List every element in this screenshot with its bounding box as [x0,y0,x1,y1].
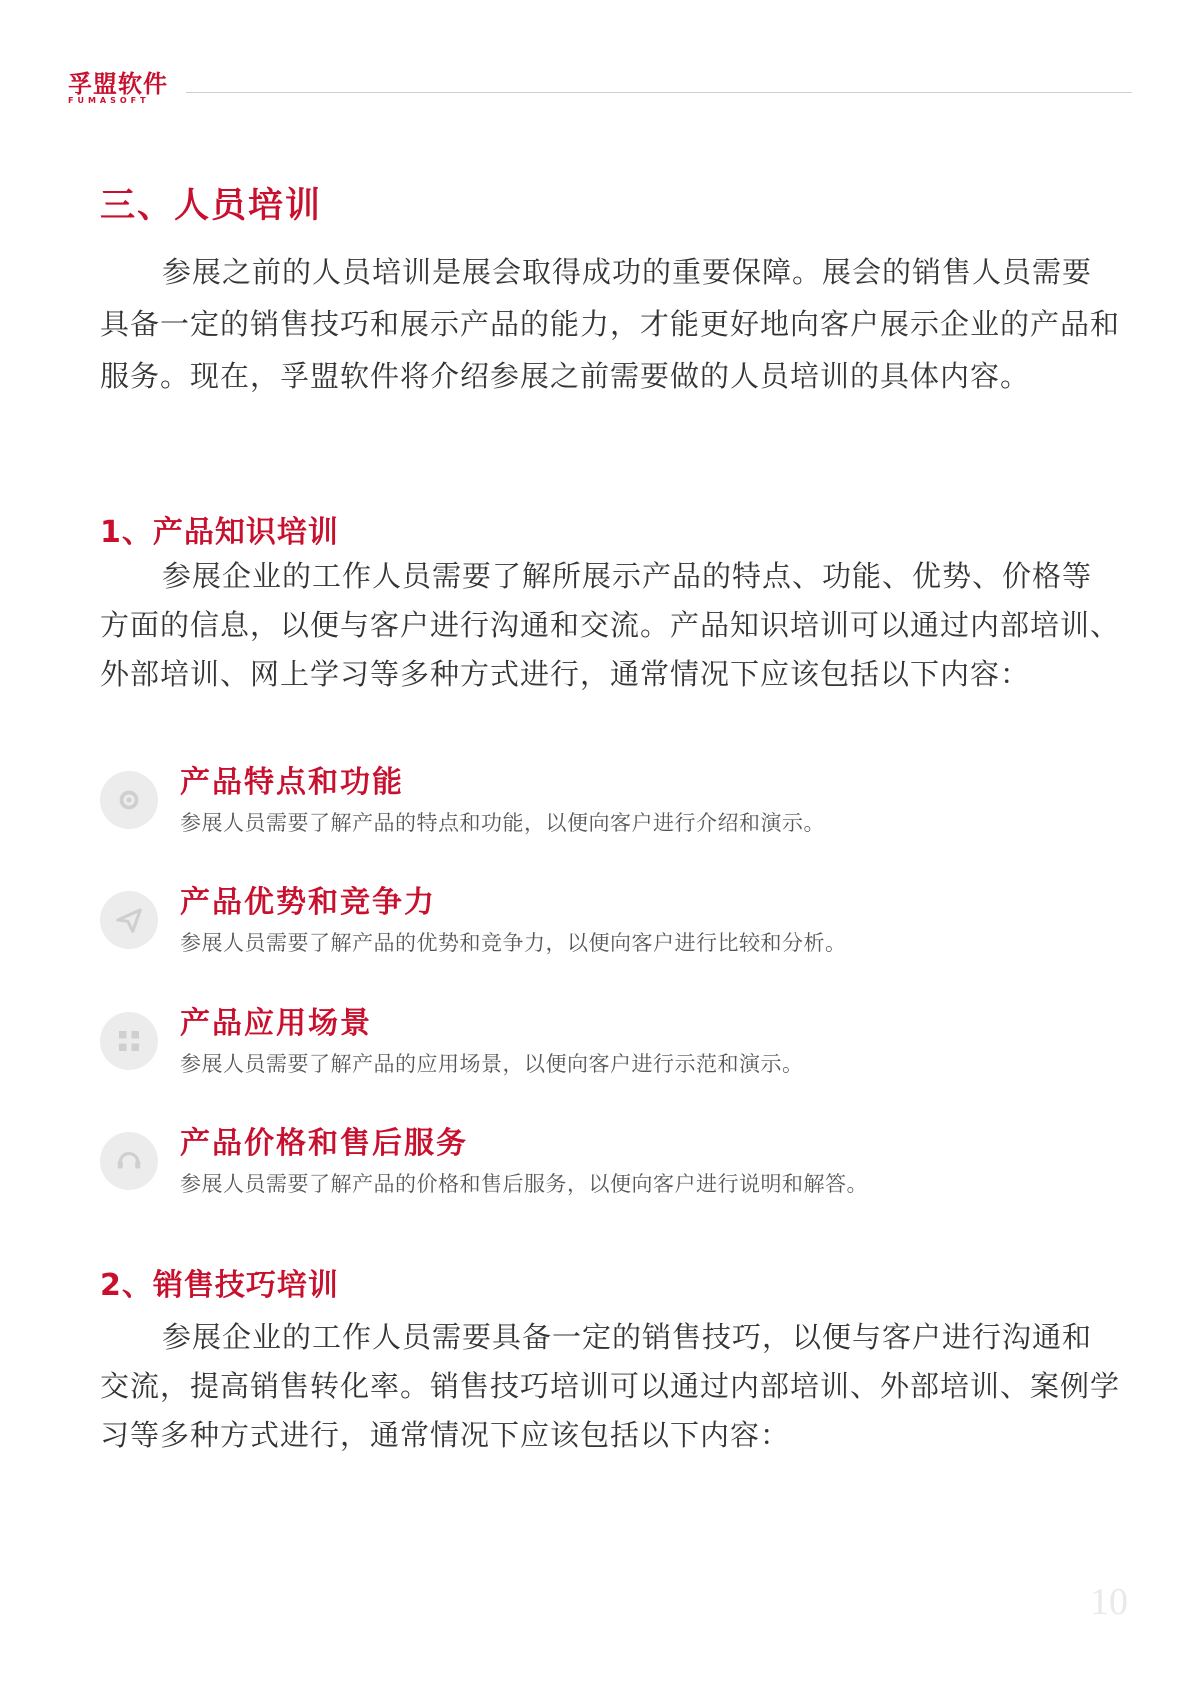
gear-icon [100,771,158,829]
list-item-description: 参展人员需要了解产品的优势和竞争力，以便向客户进行比较和分析。 [180,931,847,955]
section-title: 三、人员培训 [100,186,323,226]
list-item-title: 产品应用场景 [180,1006,372,1041]
list-item [100,877,1100,977]
list-item-description: 参展人员需要了解产品的特点和功能，以便向客户进行介绍和演示。 [180,811,825,835]
subsection-title-sales-skills: 2、销售技巧培训 [100,1268,339,1303]
logo-chinese: 孚盟软件 [68,70,168,98]
list-item [100,757,1100,857]
service-icon [100,1132,158,1190]
list-item-description: 参展人员需要了解产品的应用场景，以便向客户进行示范和演示。 [180,1052,804,1076]
page-number: 10 [1090,1581,1128,1623]
logo-english: FUMASOFT [68,96,150,105]
list-item-description: 参展人员需要了解产品的价格和售后服务，以便向客户进行说明和解答。 [180,1172,868,1196]
sales-skills-paragraph: 参展企业的工作人员需要具备一定的销售技巧，以便与客户进行沟通和交流，提高销售转化率。销售技巧培训可以通过内部培训、外部培训、案例学习等多种方式进行，通常情况下应该包括以下内容： [100,1320,1121,1452]
intro-paragraph: 参展之前的人员培训是展会取得成功的重要保障。展会的销售人员需要具备一定的销售技巧和展示产品的能力，才能更好地向客户展示企业的产品和服务。现在，孚盟软件将介绍参展之前需要做的人员培训的具体内容。 [100,255,1121,393]
page-header [0,0,1200,140]
list-item-title: 产品特点和功能 [180,765,404,800]
brand-logo [68,70,168,106]
header-divider [186,92,1132,93]
grid-icon [100,1012,158,1070]
subsection-title-product-knowledge: 1、产品知识培训 [100,515,339,550]
list-item-title: 产品价格和售后服务 [180,1126,468,1161]
send-icon [100,891,158,949]
list-item [100,998,1100,1098]
product-knowledge-paragraph: 参展企业的工作人员需要了解所展示产品的特点、功能、优势、价格等方面的信息，以便与客户进行沟通和交流。产品知识培训可以通过内部培训、外部培训、网上学习等多种方式进行，通常情况下应该包括以下内容： [100,559,1121,691]
list-item [100,1118,1100,1218]
list-item-title: 产品优势和竞争力 [180,885,436,920]
